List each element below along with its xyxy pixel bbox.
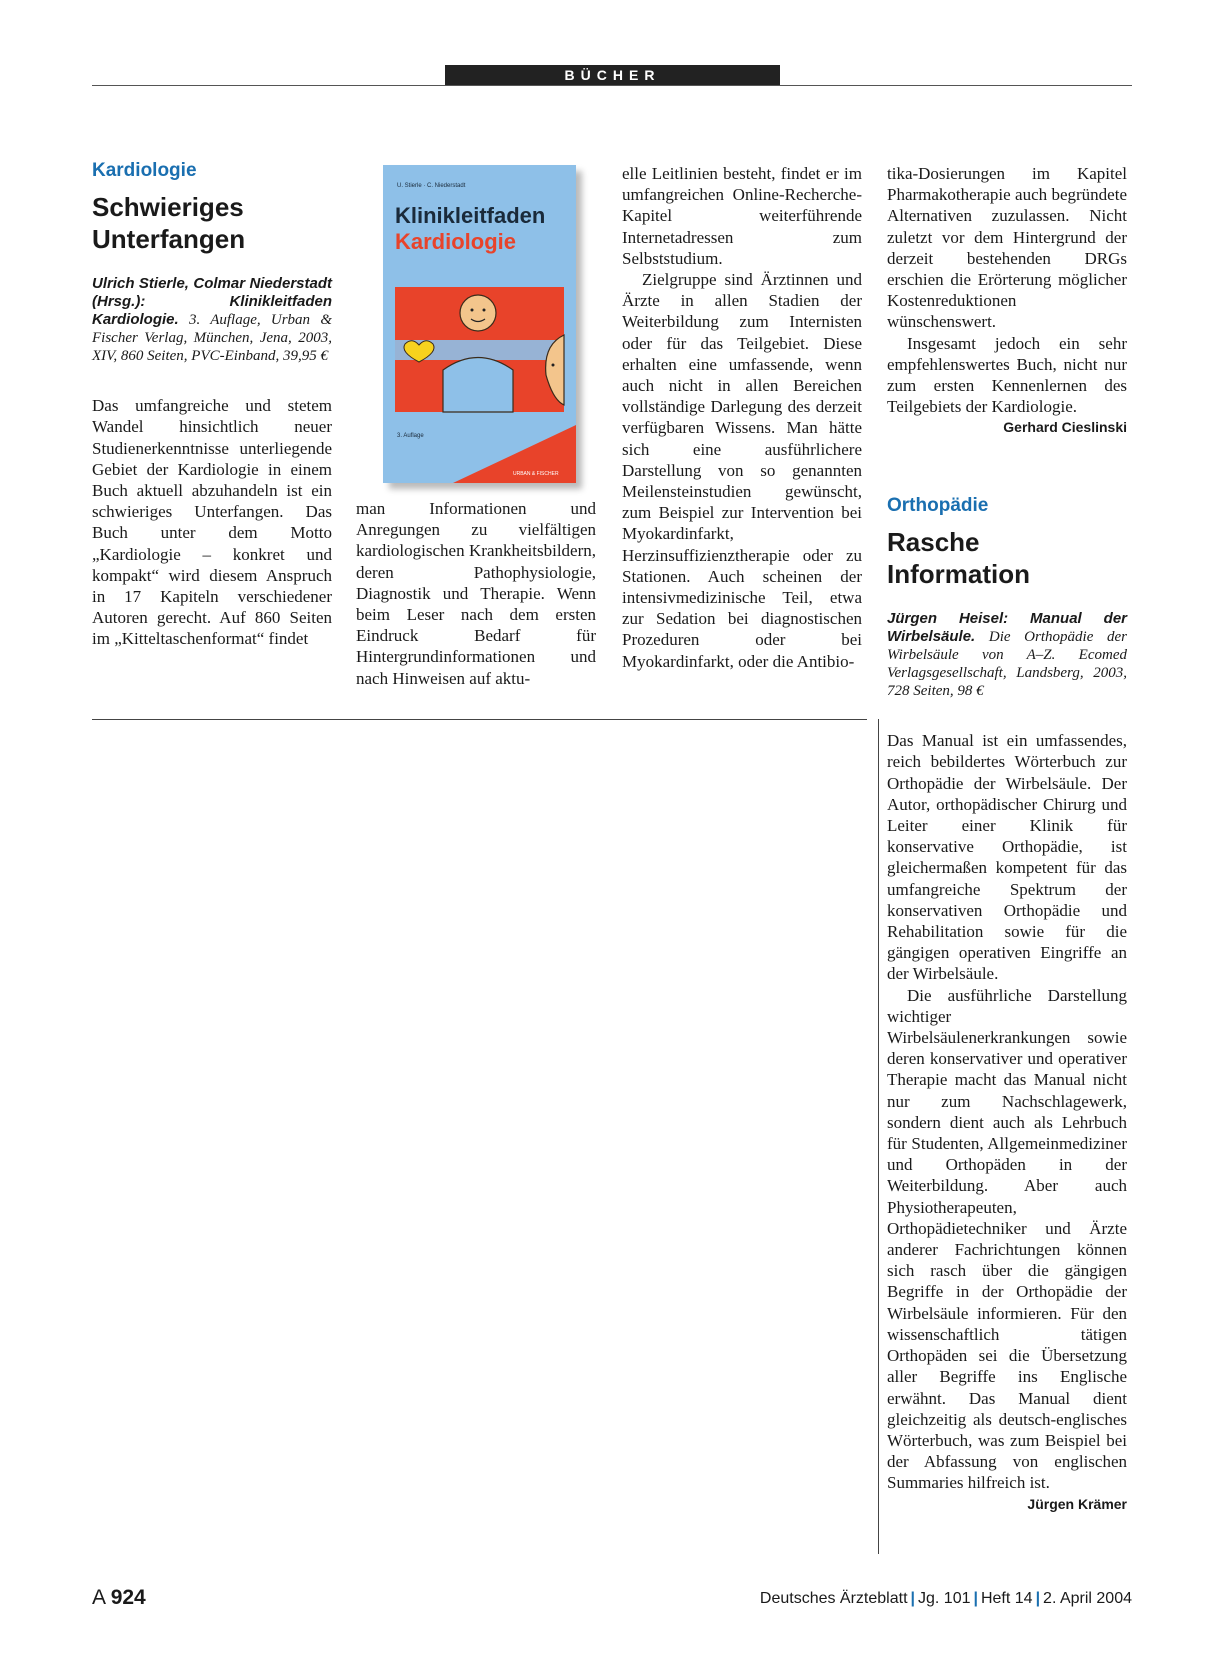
review2-bibliography [887, 610, 1127, 700]
horizontal-divider [92, 719, 867, 720]
cover-publisher: URBAN & FISCHER [513, 471, 559, 477]
book-cover-image [383, 165, 576, 483]
review2-headline-line1: Rasche [887, 527, 980, 558]
review1-kicker: Kardiologie [92, 160, 197, 181]
review2-p2-text: Die ausführliche Darstellung wichtiger Wirbelsäulenerkrankungen sowie deren konservativer und operativer Therapie macht das Manual nicht nur zum Nachschlagewerk, sondern dient auch als Lehrbuch für Studenten, Allgemeinmediziner und Orthopäden in der Weiterbildung. Aber auch Physiotherapeuten, Orthopädietechniker und Ärzte anderer Fachrichtungen können sich rasch über die gängigen Begriffe in der Orthopädie der Wirbelsäule informieren. Für den wissenschaftlich tätigen Orthopäden sei die Übersetzung aller Begriffe ins Englische erwähnt. Das Manual dient gleichzeitig als deutsch-englisches Wörterbuch, was zum Beispiel bei der Abfassung von englischen Summaries hilfreich ist. [887, 985, 1127, 1493]
review2-column [887, 495, 1127, 1515]
cover-title-2: Kardiologie [395, 229, 517, 254]
journal-issue: Heft 14 [980, 1590, 1033, 1607]
review1-column-2 [356, 498, 596, 689]
cover-title-1: Klinikleitfaden [395, 203, 546, 228]
review2-biblio-title: Jürgen Heisel: Manual der Wirbelsäule. [887, 610, 1127, 646]
review1-col4-p2-text: Insgesamt jedoch ein sehr empfehlenswertes Buch, nicht nur zum ersten Kennenlernen des Teilgebiets der Kardiologie. [887, 333, 1127, 417]
review2-headline [887, 526, 1127, 590]
review1-biblio-title: Ulrich Stierle, Colmar Niederstadt (Hrsg.): Klinikleitfaden Kardiologie. [92, 275, 332, 329]
journal-date: 2. April 2004 [1043, 1590, 1132, 1607]
journal-citation [760, 1590, 1132, 1608]
review1-col3-paragraph1: elle Leitlinien besteht, findet er im umfangreichen Online-Recherche-Kapitel weiterführende Internetadressen zum Selbststudium. [622, 164, 862, 268]
review2-author: Jürgen Krämer [1027, 1495, 1127, 1512]
review1-col4-paragraph1: tika-Dosierungen im Kapitel Pharmakotherapie auch begründete Alternativen zuzulassen. Nicht zuletzt vor dem Hintergrund der derzeit bestehenden DRGs erschien die Erörterung möglicher Kostenreduktionen wünschenswert. [887, 164, 1127, 332]
review2-paragraph1: Das Manual ist ein umfassendes, reich bebildertes Wörterbuch zur Orthopädie der Wirbelsäule. Der Autor, orthopädischer Chirurg und Leiter einer Klinik für konservative Orthopädie, ist gleichermaßen kompetent für das umfangreiche Spektrum der konservativen Orthopädie und Rehabilitation sowie für die gängigen operativen Eingriffe an der Wirbelsäule. [887, 731, 1127, 984]
review1-headline-line1: Schwieriges [92, 192, 244, 223]
review2-kicker: Orthopädie [887, 495, 989, 516]
review1-column-4 [887, 163, 1127, 439]
review1-col2-text: man Informationen und Anregungen zu vielfältigen kardiologischen Krankheitsbildern, deren Pathophysiologie, Diagnostik und Therapie. Wenn beim Leser nach dem ersten Eindruck Bedarf für Hintergrundinformationen und nach Hinweisen auf aktu- [356, 499, 596, 688]
review1-bibliography [92, 275, 332, 365]
review1-col4-paragraph2 [887, 333, 1127, 436]
cover-authors: U. Stierle · C. Niederstadt [397, 183, 466, 189]
review1-headline-line2: Unterfangen [92, 224, 246, 255]
review1-headline [92, 191, 332, 255]
vertical-divider [878, 719, 879, 1554]
page-number-value: 924 [110, 1586, 146, 1609]
header-rule [92, 85, 1132, 86]
review2-paragraph2 [887, 985, 1127, 1512]
footer-separator: | [973, 1590, 978, 1607]
review1-col3-paragraph2: Zielgruppe sind Ärztinnen und Ärzte in allen Stadien der Weiterbildung zum Internisten oder für das Teilgebiet. Diese erhalten eine umfassende, wenn auch nicht in allen Bereichen vollständige Darlegung des derzeit verfügbaren Wissens. Man hätte sich eine ausführlichere Darstellung von so genannten Meilensteinstudien gewünscht, zum Beispiel zur Intervention bei Myokardinfarkt, Herzinsuffizienztherapie oder zu Stationen. Auch scheinen der intensivmedizinische Teil, etwa zur Sedation bei diagnostischen Prozeduren oder bei Myokardinfarkt, oder die Antibio- [622, 270, 862, 671]
page-prefix: A [92, 1586, 105, 1609]
review1-author: Gerhard Cieslinski [1003, 419, 1127, 436]
review1-column-3 [622, 163, 862, 672]
book-cover-art [383, 165, 576, 483]
cover-edition: 3. Auflage [397, 433, 424, 439]
journal-volume: Jg. 101 [918, 1590, 971, 1607]
review1-column-1 [92, 160, 332, 650]
journal-name: Deutsches Ärzteblatt [759, 1590, 908, 1607]
footer-separator: | [1035, 1590, 1041, 1607]
page-number [92, 1586, 146, 1610]
review2-headline-line2: Information [887, 559, 1030, 590]
review2-biblio-details: Die Orthopädie der Wirbelsäule von A–Z. Ecomed Verlagsgesellschaft, Landsberg, 2003, 728 Seiten, 98 € [887, 629, 1127, 700]
review1-col1-text: Das umfangreiche und stetem Wandel hinsichtlich neuer Studienerkenntnisse unterliegende Gebiet der Kardiologie in einem Buch aktuell abzuhandeln ist ein schwieriges Unterfangen. Das Buch unter dem Motto „Kardiologie – konkret und kompakt“ wird diesem Anspruch in 17 Kapiteln verschiedener Autoren gerecht. Auf 860 Seiten im „Kitteltaschenformat“ findet [92, 396, 332, 649]
section-label: BÜCHER [445, 65, 780, 85]
review1-biblio-details: 3. Auflage, Urban & Fischer Verlag, München, Jena, 2003, XIV, 860 Seiten, PVC-Einband, 39,95 € [92, 312, 332, 365]
footer-separator: | [910, 1590, 915, 1607]
